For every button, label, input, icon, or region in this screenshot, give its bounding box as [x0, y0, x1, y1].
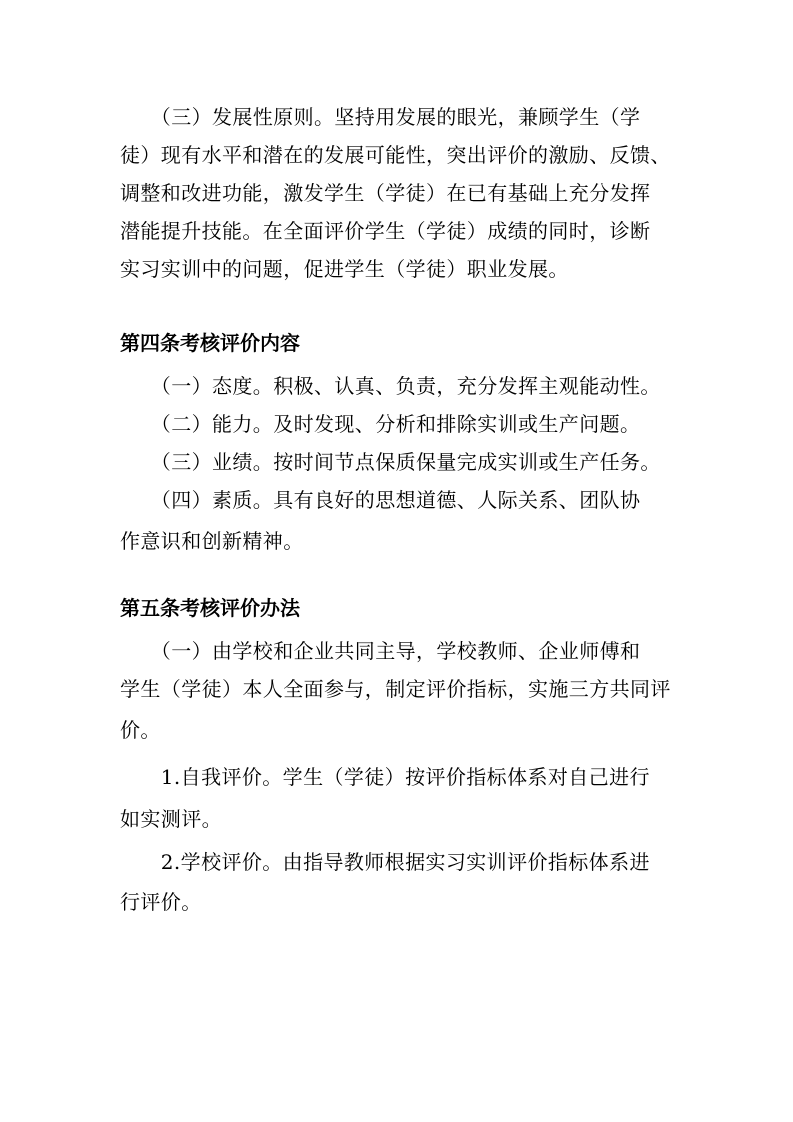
- paragraph-line: 徒）现有水平和潜在的发展可能性，突出评价的激励、反馈、: [120, 143, 671, 167]
- article4-heading: 第四条考核评价内容: [120, 331, 300, 355]
- paragraph-line: 实习实训中的问题，促进学生（学徒）职业发展。: [120, 257, 569, 281]
- paragraph-line: （四）素质。具有良好的思想道德、人际关系、团队协: [120, 488, 641, 512]
- paragraph-line: （一）态度。积极、认真、负责，充分发挥主观能动性。: [120, 374, 661, 398]
- article5-heading: 第五条考核评价办法: [120, 596, 300, 620]
- paragraph-line: 价。: [120, 718, 161, 742]
- paragraph-line: （三）发展性原则。坚持用发展的眼光，兼顾学生（学: [120, 105, 641, 129]
- paragraph-line: 作意识和创新精神。: [120, 529, 304, 553]
- paragraph-line: 调整和改进功能，激发学生（学徒）在已有基础上充分发挥: [120, 181, 651, 205]
- paragraph-line: 潜能提升技能。在全面评价学生（学徒）成绩的同时，诊断: [120, 219, 651, 243]
- paragraph-line: 1.自我评价。学生（学徒）按评价指标体系对自己进行: [120, 765, 650, 789]
- paragraph-line: （二）能力。及时发现、分析和排除实训或生产问题。: [120, 412, 641, 436]
- paragraph-line: 学生（学徒）本人全面参与，制定评价指标，实施三方共同评: [120, 677, 671, 701]
- paragraph-line: 行评价。: [120, 890, 202, 914]
- paragraph-line: 如实测评。: [120, 807, 222, 831]
- paragraph-line: 2.学校评价。由指导教师根据实习实训评价指标体系进: [120, 850, 650, 874]
- paragraph-line: （三）业绩。按时间节点保质保量完成实训或生产任务。: [120, 450, 661, 474]
- paragraph-line: （一）由学校和企业共同主导，学校教师、企业师傅和: [120, 639, 641, 663]
